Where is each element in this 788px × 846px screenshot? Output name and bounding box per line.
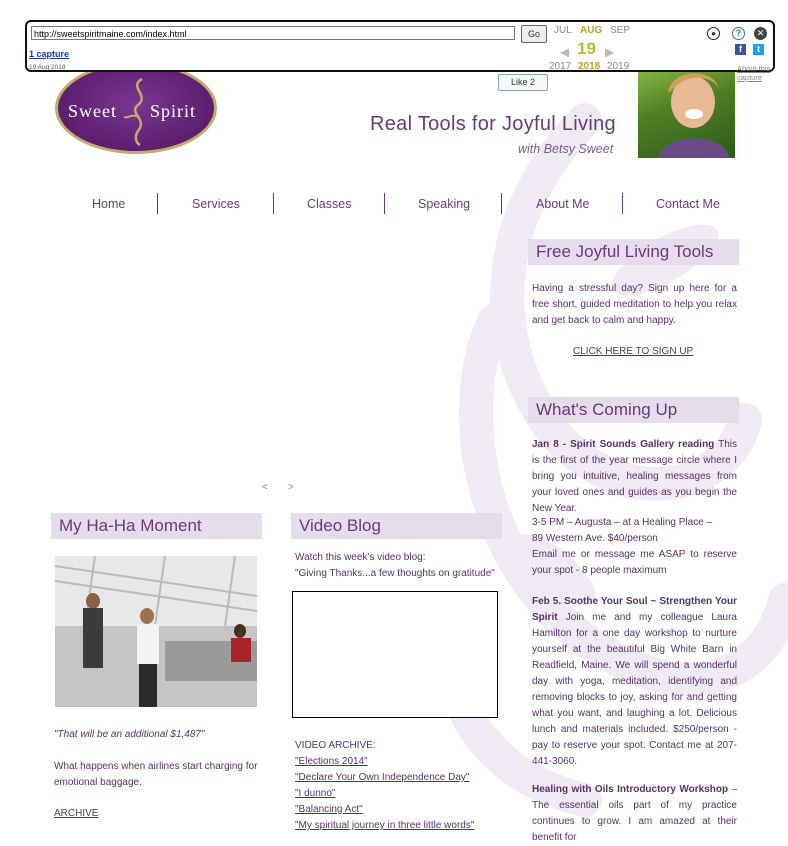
video-archive-link[interactable]: "Balancing Act" <box>295 804 363 815</box>
haha-image <box>55 556 257 707</box>
wayback-url-input[interactable]: http://sweetspiritmaine.com/index.html <box>31 26 515 40</box>
wayback-year-current: 2018 <box>578 61 601 72</box>
event-feb-5-description: Join me and my colleague Laura Hamilton for a one day workshop to nurture yourself at the beautiful Big White Barn in Readfield, Maine. We will spend a wonderful day with yoga, meditation, identifying and removing blocks to joy, asking for and getting what you want, and laughing a lot. Delicious lunch and materials included. $250/person - pay to reserve your spot. Contact me at 207-441-3060. <box>532 612 737 767</box>
haha-caption: What happens when airlines start charging for emotional baggage. <box>54 761 258 788</box>
event-jan-8-title: Jan 8 - Spirit Sounds Gallery reading <box>532 439 715 450</box>
video-current-title: "Giving Thanks...a few thoughts on gratitude" <box>295 568 495 579</box>
event-jan-8 <box>532 437 737 517</box>
nav-divider <box>157 193 158 214</box>
nav-contact-me[interactable]: Contact Me <box>656 197 720 211</box>
video-blog-heading: Video Blog <box>291 513 502 539</box>
nav-divider <box>273 193 274 214</box>
wayback-about-capture-link[interactable]: About this capture <box>737 64 771 82</box>
event-jan-8-description: This is the first of the year message circle where I bring you intuitive, healing messages from your loved ones and guides as you begin the New Year. <box>532 439 737 514</box>
coming-up-heading: What's Coming Up <box>528 397 739 423</box>
wayback-year-prev[interactable]: 2017 <box>549 61 572 72</box>
nav-about-me[interactable]: About Me <box>536 197 590 211</box>
video-archive-link[interactable]: "I dunno" <box>295 788 336 799</box>
wayback-day: 19 <box>577 39 596 58</box>
user-icon[interactable]: ● <box>707 27 720 40</box>
help-icon[interactable]: ? <box>732 27 745 40</box>
event-oils-workshop <box>532 782 737 846</box>
main-nav <box>25 197 775 217</box>
slider-prev-arrow[interactable]: < <box>262 482 268 493</box>
event-oils-description: – The essential oils part of my practice continues to grow. I am amazed at their benefit for <box>532 784 738 843</box>
wayback-prev-arrow-icon[interactable]: ◀ <box>560 45 570 59</box>
video-archive-link[interactable]: "My spiritual journey in three little words" <box>295 820 475 831</box>
wayback-next-arrow-icon[interactable]: ▶ <box>605 45 615 59</box>
tools-text: Having a stressful day? Sign up here for a free short, guided meditation to help you relax and get back to calm and happy. <box>532 283 737 326</box>
nav-classes[interactable]: Classes <box>307 197 352 211</box>
site-byline: with Betsy Sweet <box>518 142 614 156</box>
nav-services[interactable]: Services <box>192 197 240 211</box>
nav-divider <box>622 193 623 214</box>
page-body <box>25 0 775 843</box>
video-archive-heading: VIDEO ARCHIVE: <box>295 740 376 751</box>
wayback-month-next[interactable]: SEP <box>610 25 631 36</box>
haha-quote: "That will be an additional $1,487" <box>54 729 205 740</box>
haha-archive-link[interactable]: ARCHIVE <box>54 808 99 819</box>
logo-text-right: Spirit <box>150 101 197 121</box>
video-intro: Watch this week's video blog: <box>295 552 426 563</box>
haha-heading: My Ha-Ha Moment <box>51 513 262 539</box>
site-logo[interactable] <box>55 62 217 154</box>
tools-heading: Free Joyful Living Tools <box>528 239 739 265</box>
video-archive-link[interactable]: "Declare Your Own Independence Day" <box>295 772 470 783</box>
event-jan-8-address: 89 Western Ave. $40/person <box>532 533 658 544</box>
facebook-like-button[interactable]: Like 2 <box>498 74 548 91</box>
close-icon[interactable]: ✕ <box>754 27 767 40</box>
nav-home[interactable]: Home <box>92 197 126 211</box>
signup-link[interactable]: CLICK HERE TO SIGN UP <box>573 346 694 357</box>
wayback-month-current: AUG <box>580 25 603 36</box>
betsy-photo <box>638 62 735 158</box>
event-jan-8-reserve: Email me or message me ASAP to reserve your spot - 8 people maximum <box>532 549 737 576</box>
event-feb-5-title: Feb 5. Soothe Your Soul ~ Strengthen Your Spirit <box>532 596 737 623</box>
portrait-illustration <box>638 62 735 158</box>
nav-speaking[interactable]: Speaking <box>418 197 471 211</box>
video-archive-link[interactable]: "Elections 2014" <box>295 756 368 767</box>
slider-next-arrow[interactable]: > <box>288 482 294 493</box>
wayback-go-button[interactable]: Go <box>521 25 547 43</box>
twitter-icon[interactable]: t <box>753 44 764 55</box>
wayback-year-next[interactable]: 2019 <box>607 61 630 72</box>
event-oils-title: Healing with Oils Introductory Workshop <box>532 784 729 795</box>
facebook-icon[interactable]: f <box>735 44 746 55</box>
event-feb-5 <box>532 594 737 770</box>
wayback-capture-date: 19 Aug 2018 <box>29 64 66 71</box>
wayback-captures-link[interactable]: 1 capture <box>29 49 70 59</box>
wayback-month-prev[interactable]: JUL <box>554 25 572 36</box>
video-player[interactable] <box>292 591 498 718</box>
nav-divider <box>501 193 502 214</box>
nav-divider <box>384 193 385 214</box>
event-jan-8-time: 3-5 PM – Augusta – at a Healing Place – <box>532 517 713 528</box>
site-tagline: Real Tools for Joyful Living <box>370 113 616 135</box>
logo-text-left: Sweet <box>68 101 117 121</box>
